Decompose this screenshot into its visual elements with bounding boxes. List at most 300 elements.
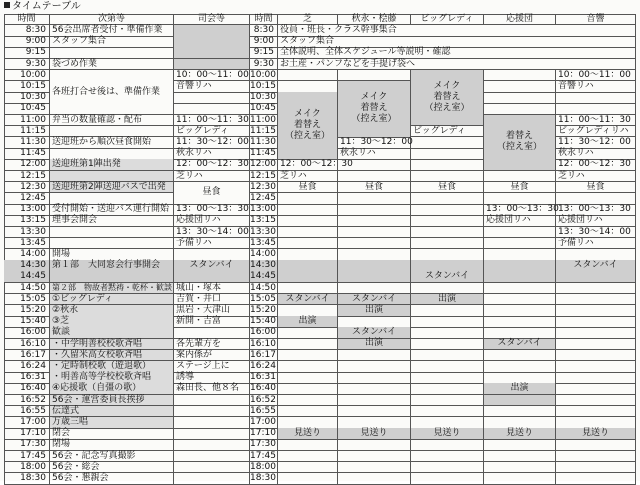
preparation-event: 役員・班長・クラス幹事集合 (278, 25, 636, 37)
onkyo-cell: 応援団リハ (556, 215, 636, 227)
bigladies-cell (411, 316, 484, 328)
time-cell: 14:30 (4, 260, 50, 272)
schedule-item: 56会・総会 (50, 462, 174, 474)
akinaga-cell (338, 451, 411, 463)
time-cell: 8:30 (4, 25, 50, 37)
time-cell: 16:31 (4, 372, 50, 384)
ouendan-cell (484, 227, 556, 239)
bigladies-cell (411, 137, 484, 149)
onkyo-cell: 秋永リハ (556, 148, 636, 160)
bigladies-cell (411, 305, 484, 317)
time-cell: 13:45 (4, 238, 50, 250)
shiba-cell (278, 339, 338, 351)
shiba-cell (278, 81, 338, 93)
schedule-item: ・明善高等学校校歌斉唱 (50, 372, 174, 384)
ouendan-cell (484, 439, 556, 451)
time-cell: 16:00 (4, 327, 50, 339)
time-cell: 17:00 (250, 417, 278, 429)
time-cell: 13:00 (4, 204, 50, 216)
time-cell: 11:15 (4, 126, 50, 138)
time-cell: 10:30 (250, 92, 278, 104)
akinaga-cell (338, 171, 411, 183)
ouendan-cell (484, 350, 556, 362)
time-cell: 13:15 (4, 215, 50, 227)
time-cell: 17:45 (250, 451, 278, 463)
time-cell: 15:05 (4, 294, 50, 306)
schedule-item: 受付開始・送迎バス運行開始 (50, 204, 174, 216)
schedule-item: ④応援歌（自彊の歌） (50, 383, 174, 395)
time-cell: 12:00 (4, 159, 50, 171)
bigladies-cell (411, 238, 484, 250)
time-cell: 10:15 (4, 81, 50, 93)
emcee-cell: スタンバイ (174, 260, 250, 272)
schedule-item: ②秋永 (50, 305, 174, 317)
ouendan-cell (484, 271, 556, 283)
time-cell: 17:30 (250, 439, 278, 451)
time-cell: 13:00 (250, 204, 278, 216)
bigladies-cell (411, 249, 484, 261)
time-cell: 14:45 (4, 271, 50, 283)
schedule-item: 開場 (50, 249, 174, 261)
schedule-item: 56会・記念写真撮影 (50, 451, 174, 463)
ouendan-cell (484, 238, 556, 250)
bigladies-cell (411, 327, 484, 339)
onkyo-cell (556, 462, 636, 474)
column-header: ビッグレディ (411, 14, 484, 25)
akinaga-cell (338, 350, 411, 362)
bigladies-cell (411, 171, 484, 183)
shiba-cell (278, 238, 338, 250)
time-cell: 9:30 (4, 59, 50, 71)
akinaga-cell (338, 372, 411, 384)
emcee-cell: 秋永リハ (174, 148, 250, 160)
time-cell: 16:55 (250, 406, 278, 418)
schedule-item: ・久留米高女校歌斉唱 (50, 350, 174, 362)
shiba-cell: スタンバイ (278, 294, 338, 306)
schedule-item: 袋づめ作業 (50, 59, 174, 71)
ouendan-cell: 昼食 (484, 182, 556, 194)
ouendan-cell (484, 316, 556, 328)
time-cell: 12:15 (250, 171, 278, 183)
onkyo-cell: 芝リハ (556, 171, 636, 183)
akinaga-cell (338, 283, 411, 295)
ouendan-cell (484, 103, 556, 115)
time-cell: 16:24 (250, 361, 278, 373)
schedule-item (50, 47, 174, 59)
onkyo-cell (556, 339, 636, 351)
schedule-item (50, 193, 174, 205)
ouendan-cell (484, 260, 556, 272)
time-cell: 16:31 (250, 372, 278, 384)
bigladies-cell (411, 383, 484, 395)
emcee-cell: 10：00～11：00 (176, 69, 249, 80)
bigladies-cell (411, 159, 484, 171)
column-header: 音響 (556, 14, 636, 25)
shiba-cell: 出演 (278, 316, 338, 328)
bigladies-makeup: メイク 着替え （控え室） (411, 70, 484, 127)
column-header: 秋永・桧藤 (338, 14, 411, 25)
emcee-cell: 11：30～12：00 (176, 137, 249, 147)
time-cell: 11:45 (4, 148, 50, 160)
akinaga-cell (338, 473, 411, 485)
emcee-cell (174, 473, 250, 485)
emcee-cell: 13：30～14：00 (176, 226, 249, 237)
time-cell: 9:00 (250, 36, 278, 48)
onkyo-cell (556, 327, 636, 339)
shiba-cell (278, 451, 338, 463)
schedule-item (50, 238, 174, 250)
time-cell: 10:00 (250, 70, 278, 82)
akinaga-cell: 出演 (338, 339, 411, 351)
shiba-cell (278, 406, 338, 418)
time-cell: 12:45 (4, 193, 50, 205)
schedule-item: 万歳三唱 (50, 417, 174, 429)
time-cell: 16:55 (4, 406, 50, 418)
time-cell: 11:00 (4, 115, 50, 127)
shiba-cell (278, 439, 338, 451)
ouendan-cell (484, 473, 556, 485)
shiba-cell (278, 249, 338, 261)
time-cell: 14:30 (250, 260, 278, 272)
bigladies-cell (411, 193, 484, 205)
emcee-cell: 音響リハ (174, 81, 250, 93)
time-cell: 13:30 (4, 227, 50, 239)
time-cell: 15:20 (4, 305, 50, 317)
emcee-cell: 黒岩・大津山 (174, 305, 250, 317)
bigladies-cell (411, 439, 484, 451)
onkyo-cell: 音響リハ (556, 81, 636, 93)
time-cell: 18:30 (250, 473, 278, 485)
bigladies-cell (411, 148, 484, 160)
onkyo-cell (556, 316, 636, 328)
time-cell: 10:45 (4, 103, 50, 115)
onkyo-cell: 11：30～12：00 (556, 137, 636, 149)
time-cell: 16:17 (4, 350, 50, 362)
time-cell: 8:30 (250, 25, 278, 37)
time-cell: 9:00 (4, 36, 50, 48)
schedule-item: 56会出席者受付・準備作業 (50, 25, 174, 37)
shiba-cell (278, 260, 338, 272)
shiba-cell (278, 305, 338, 317)
shiba-cell (278, 283, 338, 295)
bigladies-cell: 昼食 (411, 182, 484, 194)
ouendan-cell: 出演 (484, 383, 556, 395)
shiba-cell (278, 204, 338, 216)
ouendan-cell (484, 171, 556, 183)
onkyo-cell: ビッグレディリハ (556, 126, 636, 138)
ouendan-cell (484, 361, 556, 373)
time-cell: 11:45 (250, 148, 278, 160)
time-cell: 13:30 (250, 227, 278, 239)
akinaga-cell (338, 238, 411, 250)
akinaga-cell (338, 227, 411, 239)
schedule-item: 送迎班第2陣送迎バスで出発 (50, 182, 174, 194)
schedule-item (50, 271, 174, 283)
onkyo-cell: 11：00～11：30 (556, 115, 636, 127)
schedule-item: 56会・懇親会 (50, 473, 174, 485)
emcee-cell (174, 92, 250, 104)
time-cell: 10:00 (4, 70, 50, 82)
column-header: 芝 (278, 14, 338, 25)
time-cell: 17:00 (4, 417, 50, 429)
emcee-cell (174, 417, 250, 429)
onkyo-cell (556, 193, 636, 205)
schedule-item: 歓談 (50, 327, 174, 339)
bigladies-cell (411, 417, 484, 429)
bigladies-cell (411, 462, 484, 474)
shiba-cell (278, 271, 338, 283)
time-cell: 9:15 (4, 47, 50, 59)
akinaga-cell (338, 193, 411, 205)
time-cell: 15:40 (250, 316, 278, 328)
emcee-cell: 城山・塚本 (174, 283, 250, 295)
time-cell: 12:30 (4, 182, 50, 194)
bigladies-cell (411, 406, 484, 418)
emcee-cell (174, 395, 250, 407)
time-cell: 10:45 (250, 103, 278, 115)
emcee-cell (174, 439, 250, 451)
bigladies-cell (411, 227, 484, 239)
onkyo-cell: 12：00～12：30 (556, 159, 636, 171)
schedule-item: 閉会 (50, 428, 174, 440)
time-cell: 11:30 (4, 137, 50, 149)
shiba-cell (278, 227, 338, 239)
schedule-item: 各班打合せ後は、準備作業 (50, 70, 174, 115)
emcee-cell: 各先輩方を (174, 339, 250, 351)
shiba-cell (278, 193, 338, 205)
onkyo-cell (556, 406, 636, 418)
time-cell: 9:30 (250, 59, 278, 71)
time-cell: 14:00 (4, 249, 50, 261)
onkyo-cell: スタンバイ (556, 260, 636, 272)
time-cell: 12:30 (250, 182, 278, 194)
akinaga-cell: 11：30～12：00 (340, 137, 413, 147)
shiba-cell (278, 372, 338, 384)
shiba-cell (278, 462, 338, 474)
time-cell: 16:10 (4, 339, 50, 351)
time-cell: 17:10 (250, 428, 278, 440)
schedule-item: ・定時制校歌（遊退歌） (50, 361, 174, 373)
emcee-cell: 13：00～13：30 (176, 204, 249, 215)
emcee-cell: 昼食 (174, 182, 250, 205)
onkyo-cell (556, 383, 636, 395)
schedule-item: 送迎班第1陣出発 (50, 159, 174, 171)
time-cell: 17:10 (4, 428, 50, 440)
onkyo-cell (556, 92, 636, 104)
emcee-cell (174, 462, 250, 474)
onkyo-cell: 予備リハ (556, 238, 636, 250)
ouendan-cell (484, 249, 556, 261)
time-cell: 9:15 (250, 47, 278, 59)
schedule-item: 伝達式 (50, 406, 174, 418)
time-cell: 15:20 (250, 305, 278, 317)
time-cell: 16:40 (4, 383, 50, 395)
ouendan-cell (484, 417, 556, 429)
bigladies-cell: ビッグレディ (411, 126, 484, 138)
emcee-cell (174, 25, 250, 37)
schedule-item: ①ビッグレディ (50, 294, 174, 306)
bigladies-cell (411, 339, 484, 351)
emcee-cell (174, 103, 250, 115)
akinaga-cell (338, 406, 411, 418)
ouendan-cell (484, 406, 556, 418)
shiba-cell: 見送り (278, 428, 338, 440)
time-cell: 10:30 (4, 92, 50, 104)
shiba-cell (278, 361, 338, 373)
ouendan-cell (484, 294, 556, 306)
ouendan-cell: 応援団リハ (484, 215, 556, 227)
emcee-cell: 吉賀・井口 (174, 294, 250, 306)
onkyo-cell (556, 439, 636, 451)
bigladies-cell (411, 350, 484, 362)
bigladies-cell: 見送り (411, 428, 484, 440)
bigladies-cell (411, 372, 484, 384)
emcee-cell (174, 406, 250, 418)
time-cell: 17:30 (4, 439, 50, 451)
ouendan-cell: 13：00～13：30 (486, 204, 559, 215)
column-header: 時間 (250, 14, 278, 25)
time-cell: 18:00 (4, 462, 50, 474)
column-header: 応援団 (484, 14, 556, 25)
shiba-cell: 芝リハ (278, 171, 338, 183)
time-cell: 15:05 (250, 294, 278, 306)
schedule-item: 理事会開会 (50, 215, 174, 227)
onkyo-cell (556, 417, 636, 429)
time-cell: 11:15 (250, 126, 278, 138)
emcee-cell: 芝リハ (174, 171, 250, 183)
time-cell: 14:50 (4, 283, 50, 295)
akinaga-cell: スタンバイ (338, 327, 411, 339)
ouendan-makeup: 着替え （控え室） (484, 115, 556, 172)
schedule-item: ・中学明善校校歌斉唱 (50, 339, 174, 351)
ouendan-cell: スタンバイ (484, 339, 556, 351)
akinaga-cell (338, 204, 411, 216)
emcee-cell: 予備リハ (174, 238, 250, 250)
ouendan-cell: 見送り (484, 428, 556, 440)
ouendan-cell (484, 193, 556, 205)
shiba-cell: 昼食 (278, 182, 338, 194)
time-cell: 16:52 (4, 395, 50, 407)
time-cell: 16:24 (4, 361, 50, 373)
ouendan-cell (484, 451, 556, 463)
time-cell: 11:30 (250, 137, 278, 149)
shiba-cell: 12：00～12：30 (280, 159, 353, 170)
time-cell: 18:00 (250, 462, 278, 474)
time-cell: 14:00 (250, 249, 278, 261)
onkyo-cell (556, 473, 636, 485)
onkyo-cell: 見送り (556, 428, 636, 440)
time-cell: 14:45 (250, 271, 278, 283)
akinaga-cell (338, 462, 411, 474)
time-cell: 11:00 (250, 115, 278, 127)
time-cell: 16:52 (250, 395, 278, 407)
ouendan-cell (484, 462, 556, 474)
emcee-cell (174, 451, 250, 463)
onkyo-cell (556, 350, 636, 362)
akinaga-cell (338, 215, 411, 227)
akinaga-cell (338, 361, 411, 373)
emcee-cell (174, 36, 250, 48)
emcee-cell: 12：00～12：30 (176, 159, 249, 170)
emcee-cell (174, 428, 250, 440)
emcee-cell (174, 271, 250, 283)
emcee-cell: ビッグレディ (174, 126, 250, 138)
akinaga-cell: 秋永リハ (338, 148, 411, 160)
schedule-item: 56会・運営委員長挨拶 (50, 395, 174, 407)
akinaga-cell (338, 260, 411, 272)
onkyo-cell (556, 294, 636, 306)
onkyo-cell (556, 249, 636, 261)
preparation-event: お土産・パンフなどを手提げ袋へ (278, 59, 636, 71)
emcee-cell: ステージ上に (174, 361, 250, 373)
onkyo-cell (556, 451, 636, 463)
akinaga-cell (338, 439, 411, 451)
preparation-event: スタッフ集合 (278, 36, 636, 48)
shiba-makeup: メイク 着替え （控え室） (278, 92, 338, 160)
time-cell: 10:15 (250, 81, 278, 93)
akinaga-cell: 昼食 (338, 182, 411, 194)
emcee-cell (174, 249, 250, 261)
shiba-cell (278, 350, 338, 362)
emcee-cell: 11：00～11：30 (176, 114, 249, 125)
bigladies-cell (411, 361, 484, 373)
akinaga-cell: 見送り (338, 428, 411, 440)
shiba-cell (278, 395, 338, 407)
emcee-cell: 案内係が (174, 350, 250, 362)
akinaga-cell (338, 159, 411, 171)
onkyo-cell (556, 395, 636, 407)
time-cell: 18:30 (4, 473, 50, 485)
shiba-cell (278, 70, 338, 82)
onkyo-cell: 13：00～13：30 (556, 204, 636, 216)
akinaga-cell (338, 249, 411, 261)
shiba-cell (278, 383, 338, 395)
schedule-item: 閉場 (50, 439, 174, 451)
akinaga-cell (338, 70, 411, 82)
schedule-item: 弁当の数量確認・配布 (50, 115, 174, 127)
time-cell: 15:40 (4, 316, 50, 328)
onkyo-cell (556, 283, 636, 295)
akinaga-cell (338, 383, 411, 395)
onkyo-cell (556, 103, 636, 115)
schedule-item (50, 227, 174, 239)
akinaga-makeup: メイク 着替え （控え室） (338, 81, 411, 138)
title-text: タイムテーブル (12, 1, 81, 12)
schedule-item: ③芝 (50, 316, 174, 328)
onkyo-cell (556, 361, 636, 373)
bigladies-cell (411, 283, 484, 295)
emcee-cell (174, 59, 250, 71)
schedule-item (50, 126, 174, 138)
bigladies-cell (411, 395, 484, 407)
bigladies-cell: 出演 (411, 294, 484, 306)
bigladies-cell (411, 215, 484, 227)
schedule-item: スタッフ集合 (50, 36, 174, 48)
bigladies-cell (411, 473, 484, 485)
ouendan-cell (484, 92, 556, 104)
emcee-cell (174, 327, 250, 339)
ouendan-cell (484, 70, 556, 82)
time-cell: 13:45 (250, 238, 278, 250)
onkyo-cell: 10：00～11：00 (556, 70, 636, 82)
akinaga-cell (338, 417, 411, 429)
bigladies-cell: スタンバイ (411, 271, 484, 283)
column-header: 司会等 (174, 14, 250, 25)
time-cell: 12:15 (4, 171, 50, 183)
akinaga-cell (338, 271, 411, 283)
onkyo-cell (556, 271, 636, 283)
onkyo-cell: 13：30～14：00 (556, 227, 636, 239)
